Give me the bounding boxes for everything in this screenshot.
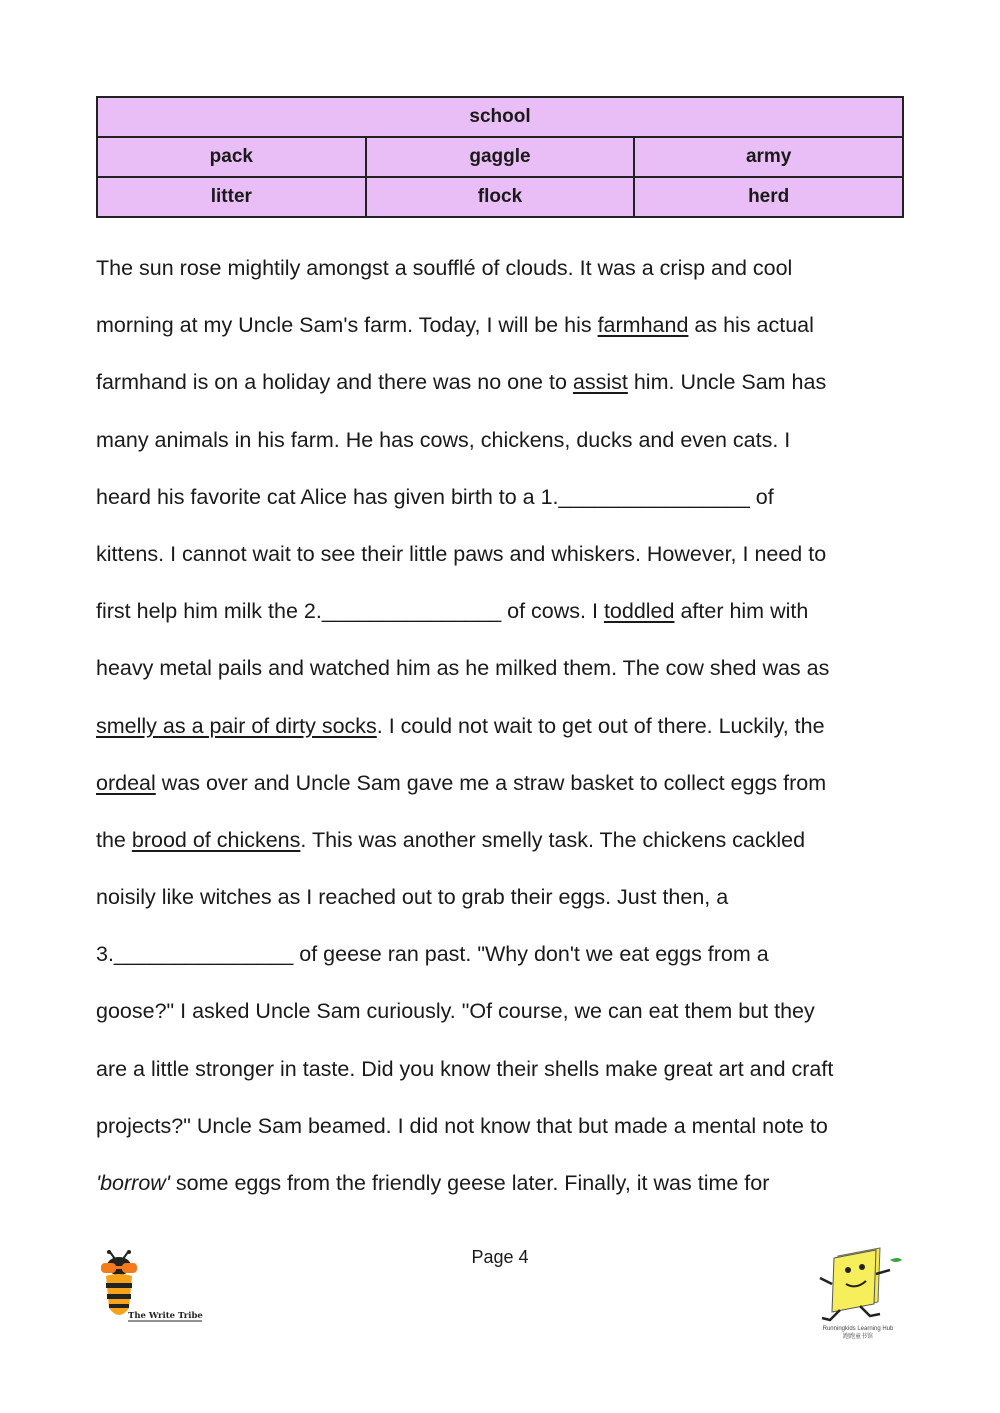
word-bank-header: school (97, 97, 903, 137)
italic-word-borrow: 'borrow' (96, 1171, 170, 1195)
passage-line (96, 469, 908, 526)
passage-text: the (96, 827, 132, 852)
passage-line (96, 354, 908, 411)
word-bank-row (97, 177, 903, 217)
passage-text: projects?" Uncle Sam beamed. I did not know that but made a mental note to (96, 1113, 828, 1138)
passage-line (96, 297, 908, 354)
learning-hub-logo (810, 1244, 906, 1342)
vocab-word-toddled: toddled (603, 599, 675, 624)
vocab-word-ordeal: ordeal (96, 770, 156, 795)
passage-line (96, 1041, 908, 1098)
word-bank-cell: flock (366, 177, 635, 217)
vocab-word-farmhand: farmhand (597, 313, 689, 338)
passage-text: are a little stronger in taste. Did you know their shells make great art and craft (96, 1056, 834, 1081)
word-bank-cell: gaggle (366, 137, 635, 177)
learning-hub-logo-subtext: 跑跑童书馆 (842, 1334, 874, 1340)
passage-line (96, 526, 908, 583)
passage-text: was over and Uncle Sam gave me a straw basket to collect eggs from (155, 770, 827, 795)
passage-line (96, 240, 908, 297)
passage-line (96, 1098, 908, 1155)
word-bank-cell: herd (634, 177, 903, 217)
passage-line (96, 812, 908, 869)
word-bank-table (96, 96, 904, 218)
page-number: Page 4 (471, 1247, 529, 1267)
write-tribe-logo (96, 1250, 208, 1330)
passage-text: The sun rose mightily amongst a soufflé of clouds. It was a crisp and cool (96, 256, 793, 280)
passage-line (96, 983, 908, 1040)
passage-line (96, 1155, 908, 1212)
learning-hub-logo-text: Runningkids Learning Hub (822, 1326, 894, 1332)
word-bank-cell: pack (97, 137, 366, 177)
passage-line (96, 412, 908, 469)
passage-text: as his actual (688, 313, 814, 338)
passage-text: . I could not wait to get out of there. Luckily, the (376, 713, 825, 738)
vocab-phrase-brood-of-chickens: brood of chickens (131, 827, 301, 852)
passage-text: many animals in his farm. He has cows, chickens, ducks and even cats. I (96, 427, 791, 452)
word-bank-cell: army (634, 137, 903, 177)
passage-text: after him with (674, 599, 809, 624)
blank-2-line: first help him milk the 2._______________ of cows. I (96, 599, 604, 624)
write-tribe-logo-text: The Write Tribe (128, 1311, 203, 1321)
vocab-word-assist: assist (572, 370, 628, 395)
passage-text: farmhand is on a holiday and there was no one to (96, 370, 573, 395)
passage-text: kittens. I cannot wait to see their little paws and whiskers. However, I need to (96, 541, 827, 566)
passage-text: heavy metal pails and watched him as he milked them. The cow shed was as (96, 656, 830, 681)
passage-line (96, 869, 908, 926)
passage-text: goose?" I asked Uncle Sam curiously. "Of course, we can eat them but they (96, 999, 815, 1024)
story-passage (96, 240, 908, 1212)
word-bank-row (97, 137, 903, 177)
passage-text: him. Uncle Sam has (627, 370, 827, 395)
passage-line (96, 698, 908, 755)
vocab-phrase-smelly-socks: smelly as a pair of dirty socks (96, 713, 377, 738)
blank-3-line: 3._______________ of geese ran past. "Why don't we eat eggs from a (96, 942, 769, 967)
passage-text: morning at my Uncle Sam's farm. Today, I will be his (96, 313, 598, 338)
passage-line (96, 583, 908, 640)
passage-text: . This was another smelly task. The chickens cackled (300, 827, 806, 852)
passage-text: some eggs from the friendly geese later. Finally, it was time for (169, 1171, 770, 1195)
passage-line (96, 926, 908, 983)
blank-1-line: heard his favorite cat Alice has given birth to a 1.________________ of (96, 484, 774, 509)
word-bank-cell: litter (97, 177, 366, 217)
passage-line (96, 640, 908, 697)
passage-line (96, 755, 908, 812)
passage-text: noisily like witches as I reached out to grab their eggs. Just then, a (96, 885, 729, 910)
